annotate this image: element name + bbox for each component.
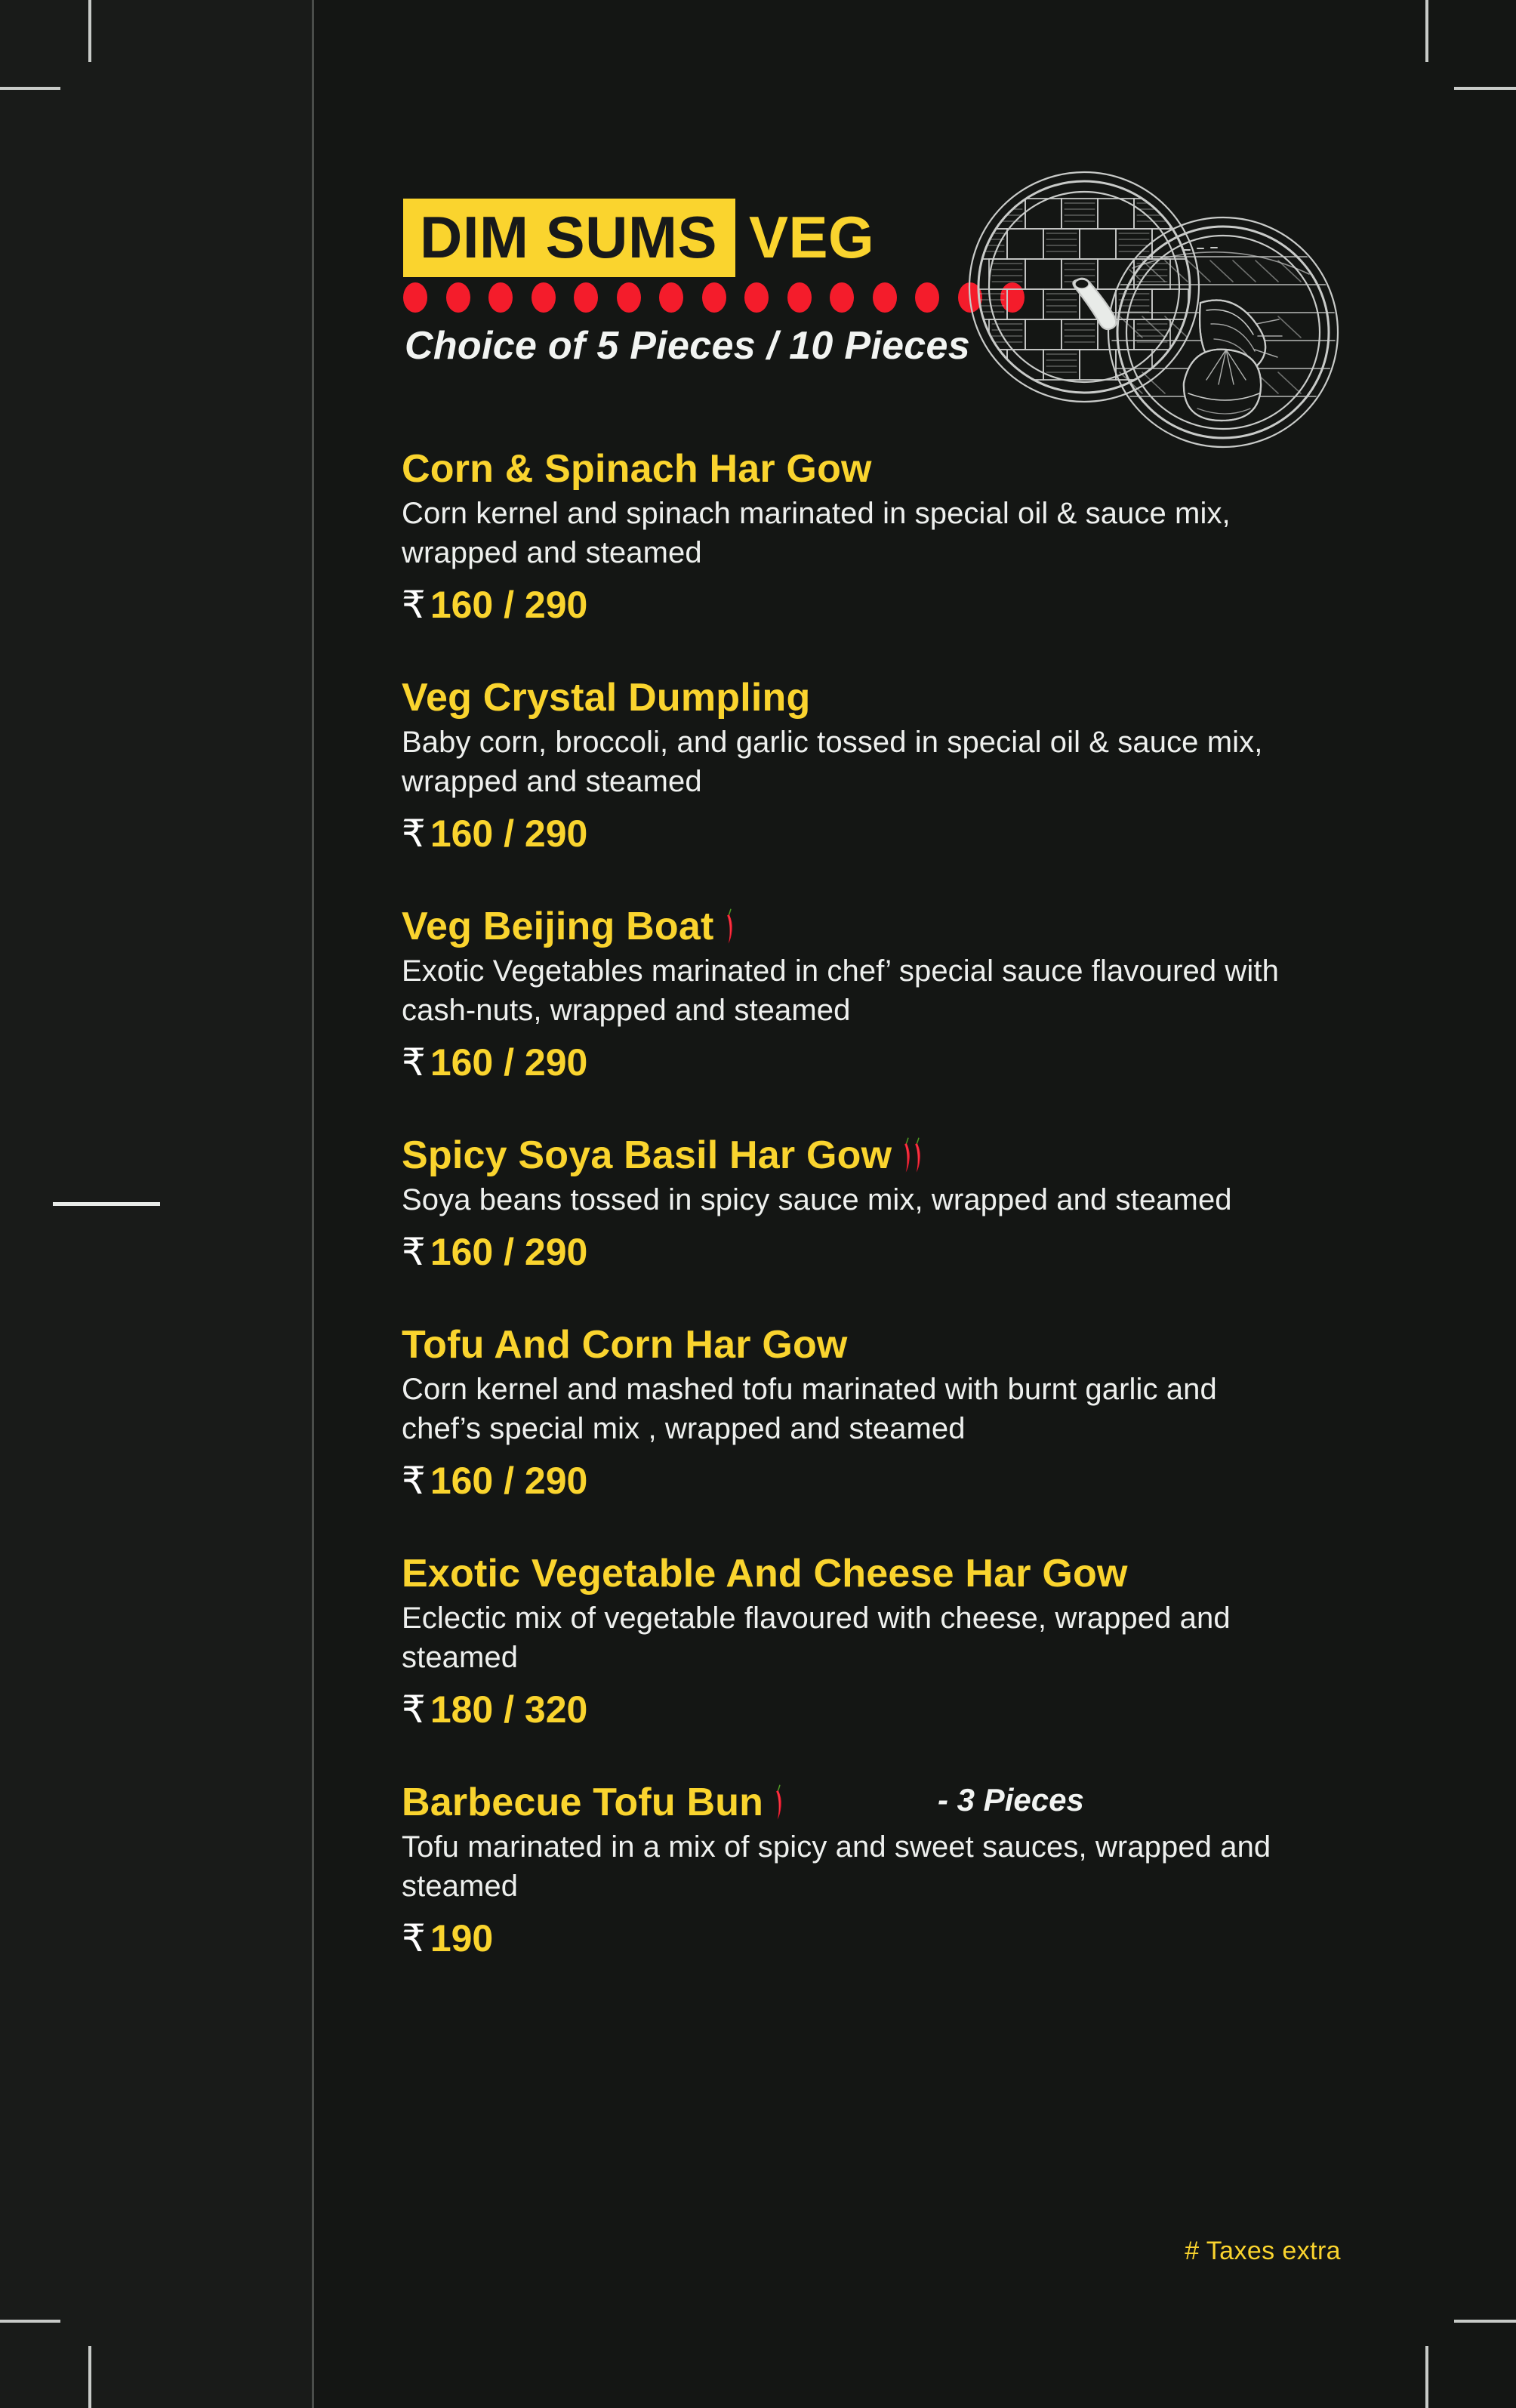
bamboo-steamer-illustration [957, 155, 1350, 457]
menu-item-price-value: 160 / 290 [430, 584, 588, 626]
menu-item-header [402, 1321, 1360, 1368]
menu-item-price-value: 180 / 320 [430, 1688, 588, 1731]
menu-item-price [402, 1041, 1360, 1084]
menu-item-price [402, 1459, 1360, 1503]
spice-level-indicator [772, 1779, 782, 1821]
menu-item-price-value: 160 / 290 [430, 812, 588, 855]
menu-item-description: Corn kernel and spinach marinated in special oil & sauce mix, wrapped and steamed [402, 497, 1231, 569]
section-subtitle: Choice of 5 Pieces / 10 Pieces [405, 324, 970, 368]
menu-item-description: Soya beans tossed in spicy sauce mix, wrapped and steamed [402, 1183, 1232, 1216]
rupee-icon: ₹ [402, 812, 426, 855]
section-title-row [403, 199, 874, 277]
menu-item-price-value: 160 / 290 [430, 1041, 588, 1084]
rupee-icon: ₹ [402, 1460, 426, 1502]
menu-item-description: Eclectic mix of vegetable flavoured with cheese, wrapped and steamed [402, 1602, 1231, 1674]
red-dot [787, 282, 812, 313]
red-dot [915, 282, 939, 313]
vertical-divider [312, 0, 314, 2408]
red-dot [873, 282, 897, 313]
menu-item-price-value: 160 / 290 [430, 1231, 588, 1273]
menu-item[interactable] [402, 674, 1360, 856]
spice-level-indicator [723, 903, 733, 945]
menu-item[interactable] [402, 446, 1360, 627]
left-edge-tick-mark [53, 1202, 160, 1206]
red-dot [403, 282, 427, 313]
red-dot [830, 282, 854, 313]
rupee-icon: ₹ [402, 1688, 426, 1731]
crop-mark-top-left-vertical [88, 0, 91, 62]
menu-item-price [402, 1688, 1360, 1731]
red-dot [659, 282, 683, 313]
menu-item[interactable] [402, 903, 1360, 1084]
crop-mark-bottom-right-horizontal [1454, 2320, 1516, 2323]
menu-item-name: Spicy Soya Basil Har Gow [402, 1133, 892, 1177]
chili-pepper-icon [772, 1784, 784, 1821]
menu-item-description: Baby corn, broccoli, and garlic tossed in special oil & sauce mix, wrapped and steamed [402, 726, 1263, 798]
menu-item[interactable] [402, 1321, 1360, 1503]
taxes-note: # Taxes extra [1185, 2237, 1341, 2265]
menu-item-header [402, 674, 1360, 721]
menu-item-price [402, 1916, 1360, 1960]
menu-item-name: Exotic Vegetable And Cheese Har Gow [402, 1552, 1128, 1596]
menu-item-price-value: 190 [430, 1917, 494, 1959]
red-dot [488, 282, 513, 313]
crop-mark-top-right-horizontal [1454, 87, 1516, 90]
crop-mark-top-right-vertical [1425, 0, 1428, 62]
chili-pepper-icon [911, 1136, 923, 1174]
menu-item-header [402, 1550, 1360, 1597]
menu-item-header [402, 446, 1360, 492]
red-dot [532, 282, 556, 313]
menu-item-name: Barbecue Tofu Bun [402, 1781, 764, 1824]
crop-mark-bottom-left-vertical [88, 2346, 91, 2408]
rupee-icon: ₹ [402, 584, 426, 626]
menu-item-pieces-note: - 3 Pieces [938, 1782, 1084, 1818]
menu-item-description: Tofu marinated in a mix of spicy and sweet sauces, wrapped and steamed [402, 1830, 1271, 1903]
menu-item-price [402, 1230, 1360, 1274]
menu-item[interactable] [402, 1132, 1360, 1274]
section-title-suffix: VEG [749, 204, 875, 270]
rupee-icon: ₹ [402, 1231, 426, 1273]
red-dot-separator [403, 282, 1025, 313]
menu-item-description: Corn kernel and mashed tofu marinated with burnt garlic and chef’s special mix , wrapped and steamed [402, 1373, 1217, 1445]
rupee-icon: ₹ [402, 1917, 426, 1959]
crop-mark-bottom-right-vertical [1425, 2346, 1428, 2408]
menu-item[interactable] [402, 1550, 1360, 1731]
menu-item-price [402, 583, 1360, 627]
menu-item[interactable] [402, 1779, 1360, 1960]
crop-mark-top-left-horizontal [0, 87, 60, 90]
menu-item-name: Corn & Spinach Har Gow [402, 447, 872, 491]
red-dot [574, 282, 598, 313]
menu-item-price-value: 160 / 290 [430, 1460, 588, 1502]
menu-item-name: Veg Beijing Boat [402, 905, 714, 948]
menu-item-list [402, 446, 1360, 2008]
section-header [403, 199, 874, 277]
menu-item-price [402, 812, 1360, 856]
red-dot [744, 282, 769, 313]
chili-pepper-icon [723, 908, 735, 945]
red-dot [446, 282, 470, 313]
red-dot [617, 282, 641, 313]
menu-item-name: Tofu And Corn Har Gow [402, 1323, 848, 1367]
red-dot [702, 282, 726, 313]
section-title-main: DIM SUMS [403, 199, 735, 277]
crop-mark-bottom-left-horizontal [0, 2320, 60, 2323]
menu-item-header [402, 1132, 1360, 1179]
rupee-icon: ₹ [402, 1041, 426, 1084]
menu-item-header [402, 903, 1360, 950]
menu-item-description: Exotic Vegetables marinated in chef’ special sauce flavoured with cash-nuts, wrapped and steamed [402, 954, 1279, 1027]
menu-item-name: Veg Crystal Dumpling [402, 676, 811, 720]
menu-item-header [402, 1779, 1360, 1826]
spice-level-indicator [900, 1132, 921, 1174]
